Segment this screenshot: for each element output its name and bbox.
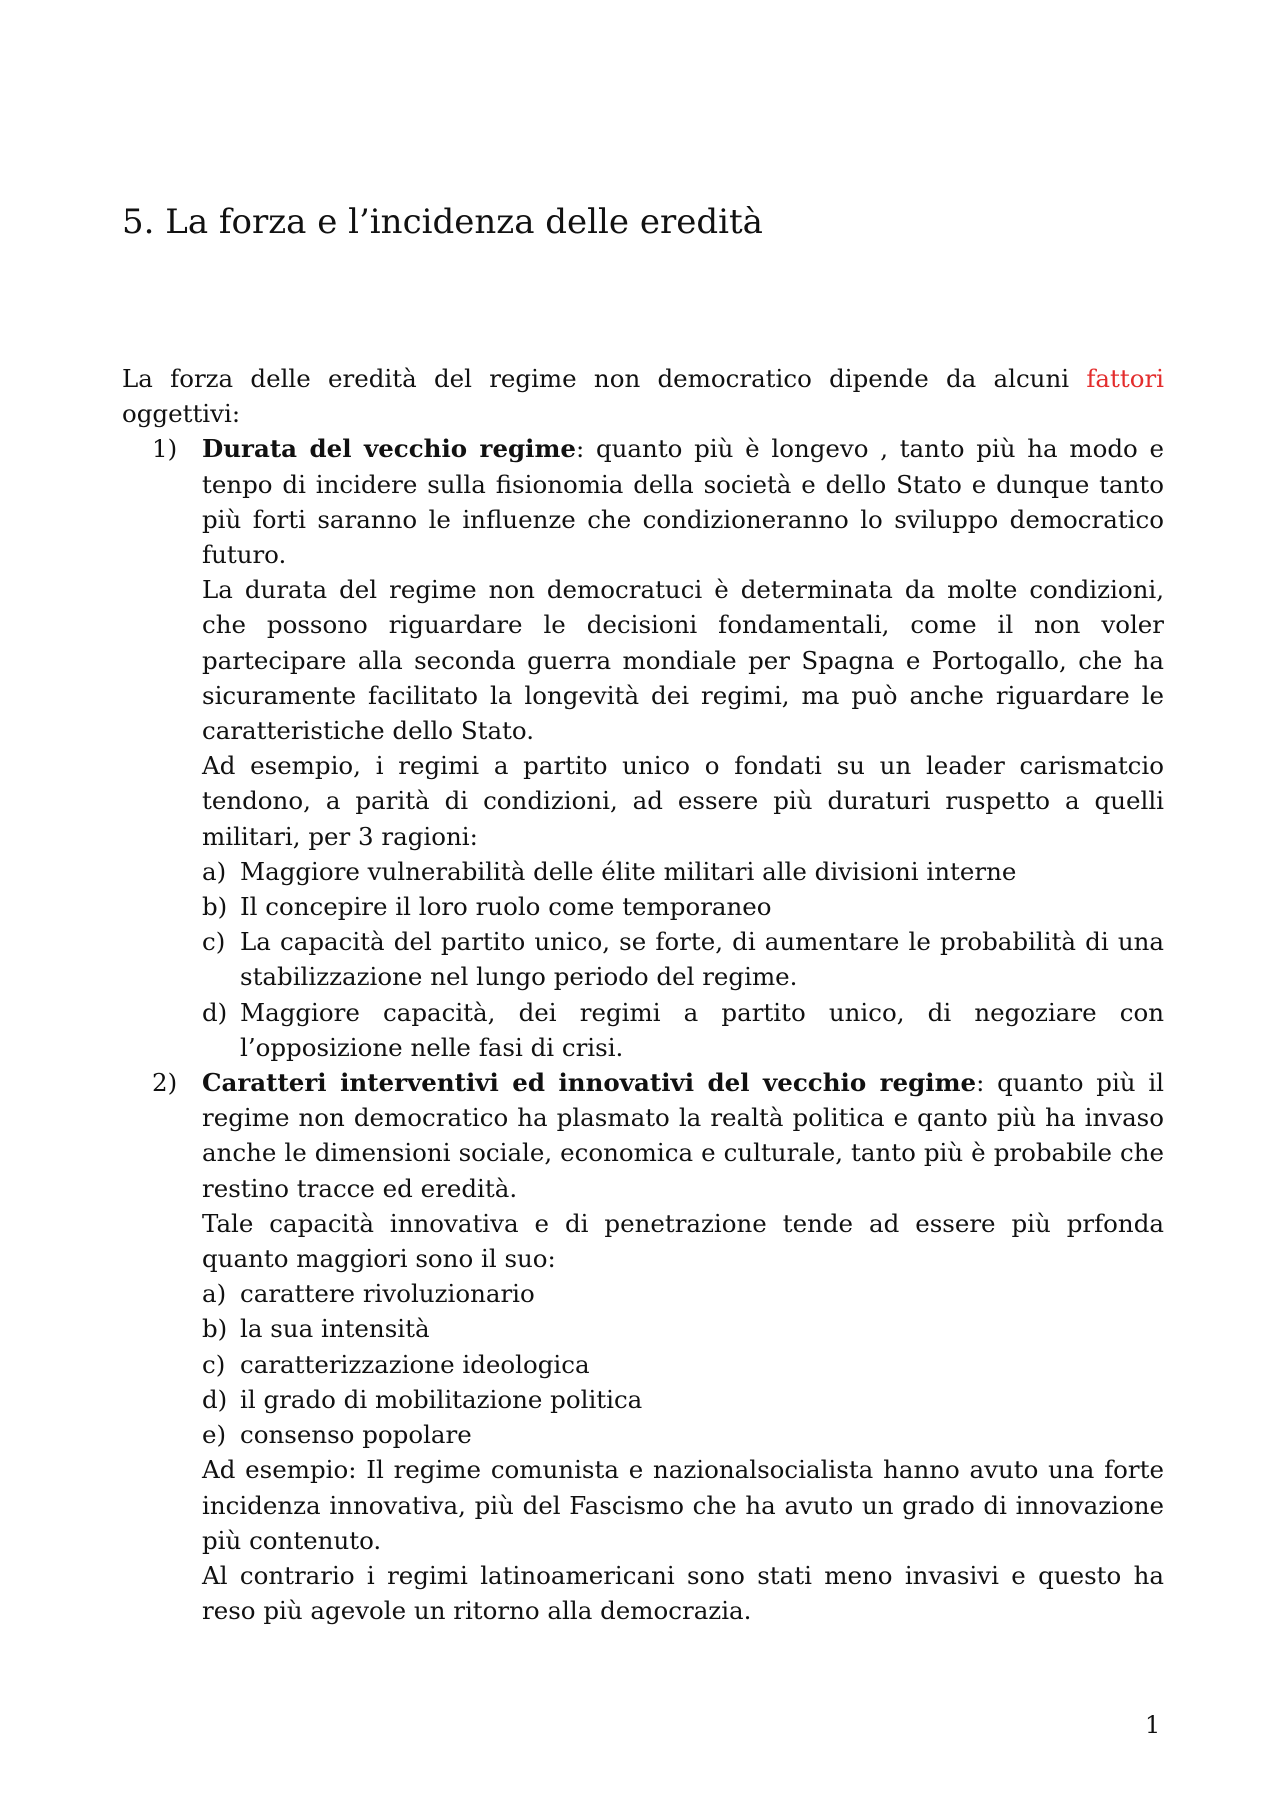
subitem-letter: d) bbox=[202, 1384, 228, 1414]
factor-lead-text: : quanto più è longevo , tanto più ha modo e tenpo di incidere sulla fisionomia della società e dello Stato e dunque tanto più forti saranno le influenze che condizioneranno lo sviluppo democratico futuro. bbox=[202, 434, 1164, 570]
subitem bbox=[122, 995, 1164, 1065]
subitem-letter: d) bbox=[202, 997, 228, 1027]
factor-lead-paragraph bbox=[202, 1065, 1164, 1206]
intro-highlight: fattori bbox=[1086, 364, 1164, 393]
subitem-letter: c) bbox=[202, 927, 226, 957]
factor-lead-text: : quanto più il regime non democratico ha plasmato la realtà politica e qanto più ha invaso anche le dimensioni sociale, economica e culturale, tanto più è probabile che restino tracce ed eredità. bbox=[202, 1068, 1165, 1203]
subitem-text: Maggiore vulnerabilità delle élite militari alle divisioni interne bbox=[240, 856, 1017, 886]
subitem-text: carattere rivoluzionario bbox=[240, 1279, 535, 1309]
subitem bbox=[122, 924, 1164, 994]
factor-number: 2) bbox=[152, 1068, 178, 1098]
subitem bbox=[122, 1276, 1164, 1311]
factor-paragraph: Al contrario i regimi latinoamericani sono stati meno invasivi e questo ha reso più agevole un ritorno alla democrazia. bbox=[202, 1560, 1164, 1626]
subitem bbox=[122, 854, 1164, 889]
subitem-text: La capacità del partito unico, se forte, di aumentare le probabilità di una stabilizzazione nel lungo periodo del regime. bbox=[240, 927, 1164, 992]
page-number: 1 bbox=[1145, 1711, 1161, 1739]
intro-paragraph bbox=[122, 361, 1164, 431]
subitem-text: il grado di mobilitazione politica bbox=[240, 1384, 643, 1414]
subitem bbox=[122, 1311, 1164, 1346]
intro-text-before: La forza delle eredità del regime non democratico dipende da alcuni bbox=[122, 364, 1087, 393]
factor-bold-label: Durata del vecchio regime bbox=[202, 434, 576, 464]
factor-item-durata bbox=[122, 431, 1164, 853]
factor-number: 1) bbox=[152, 434, 178, 464]
factor-paragraph: Tale capacità innovativa e di penetrazione tende ad essere più prfonda quanto maggiori sono il suo: bbox=[202, 1208, 1164, 1274]
subitem-text: consenso popolare bbox=[240, 1420, 472, 1450]
subitem-letter: b) bbox=[202, 892, 228, 922]
subitem-letter: a) bbox=[202, 1279, 227, 1309]
subitem-text: la sua intensità bbox=[240, 1314, 430, 1344]
factor-closing bbox=[122, 1452, 1164, 1628]
subitem bbox=[122, 1417, 1164, 1452]
subitem-letter: c) bbox=[202, 1349, 226, 1379]
subitem bbox=[122, 1347, 1164, 1382]
subitem-text: Maggiore capacità, dei regimi a partito unico, di negoziare con l’opposizione nelle fasi di crisi. bbox=[240, 997, 1164, 1062]
document-body bbox=[122, 361, 1164, 1628]
factor-lead-paragraph bbox=[202, 431, 1164, 572]
factor-paragraph: Ad esempio, i regimi a partito unico o fondati su un leader carismatcio tendono, a parità di condizioni, ad essere più duraturi ruspetto a quelli militari, per 3 ragioni: bbox=[202, 751, 1164, 851]
subitem-text: Il concepire il loro ruolo come temporaneo bbox=[240, 892, 772, 922]
subitem bbox=[122, 889, 1164, 924]
subitem-letter: e) bbox=[202, 1420, 227, 1450]
subitem-letter: b) bbox=[202, 1314, 228, 1344]
subitem-text: caratterizzazione ideologica bbox=[240, 1349, 590, 1379]
subitem bbox=[122, 1382, 1164, 1417]
factor-paragraph: La durata del regime non democratuci è determinata da molte condizioni, che possono riguardare le decisioni fondamentali, come il non voler partecipare alla seconda guerra mondiale per Spagna e Portogallo, che ha sicuramente facilitato la longevità dei regimi, ma può anche riguardare le caratteristiche dello Stato. bbox=[202, 575, 1164, 746]
factor-paragraph: Ad esempio: Il regime comunista e nazionalsocialista hanno avuto una forte incidenza innovativa, più del Fascismo che ha avuto un grado di innovazione più contenuto. bbox=[202, 1455, 1164, 1555]
factor-bold-label: Caratteri interventivi ed innovativi del vecchio regime bbox=[202, 1068, 977, 1098]
intro-text-after: oggettivi: bbox=[122, 399, 241, 429]
section-title: 5. La forza e l’incidenza delle eredità bbox=[122, 202, 763, 242]
factor-item-caratteri bbox=[122, 1065, 1164, 1276]
subitem-letter: a) bbox=[202, 856, 227, 886]
